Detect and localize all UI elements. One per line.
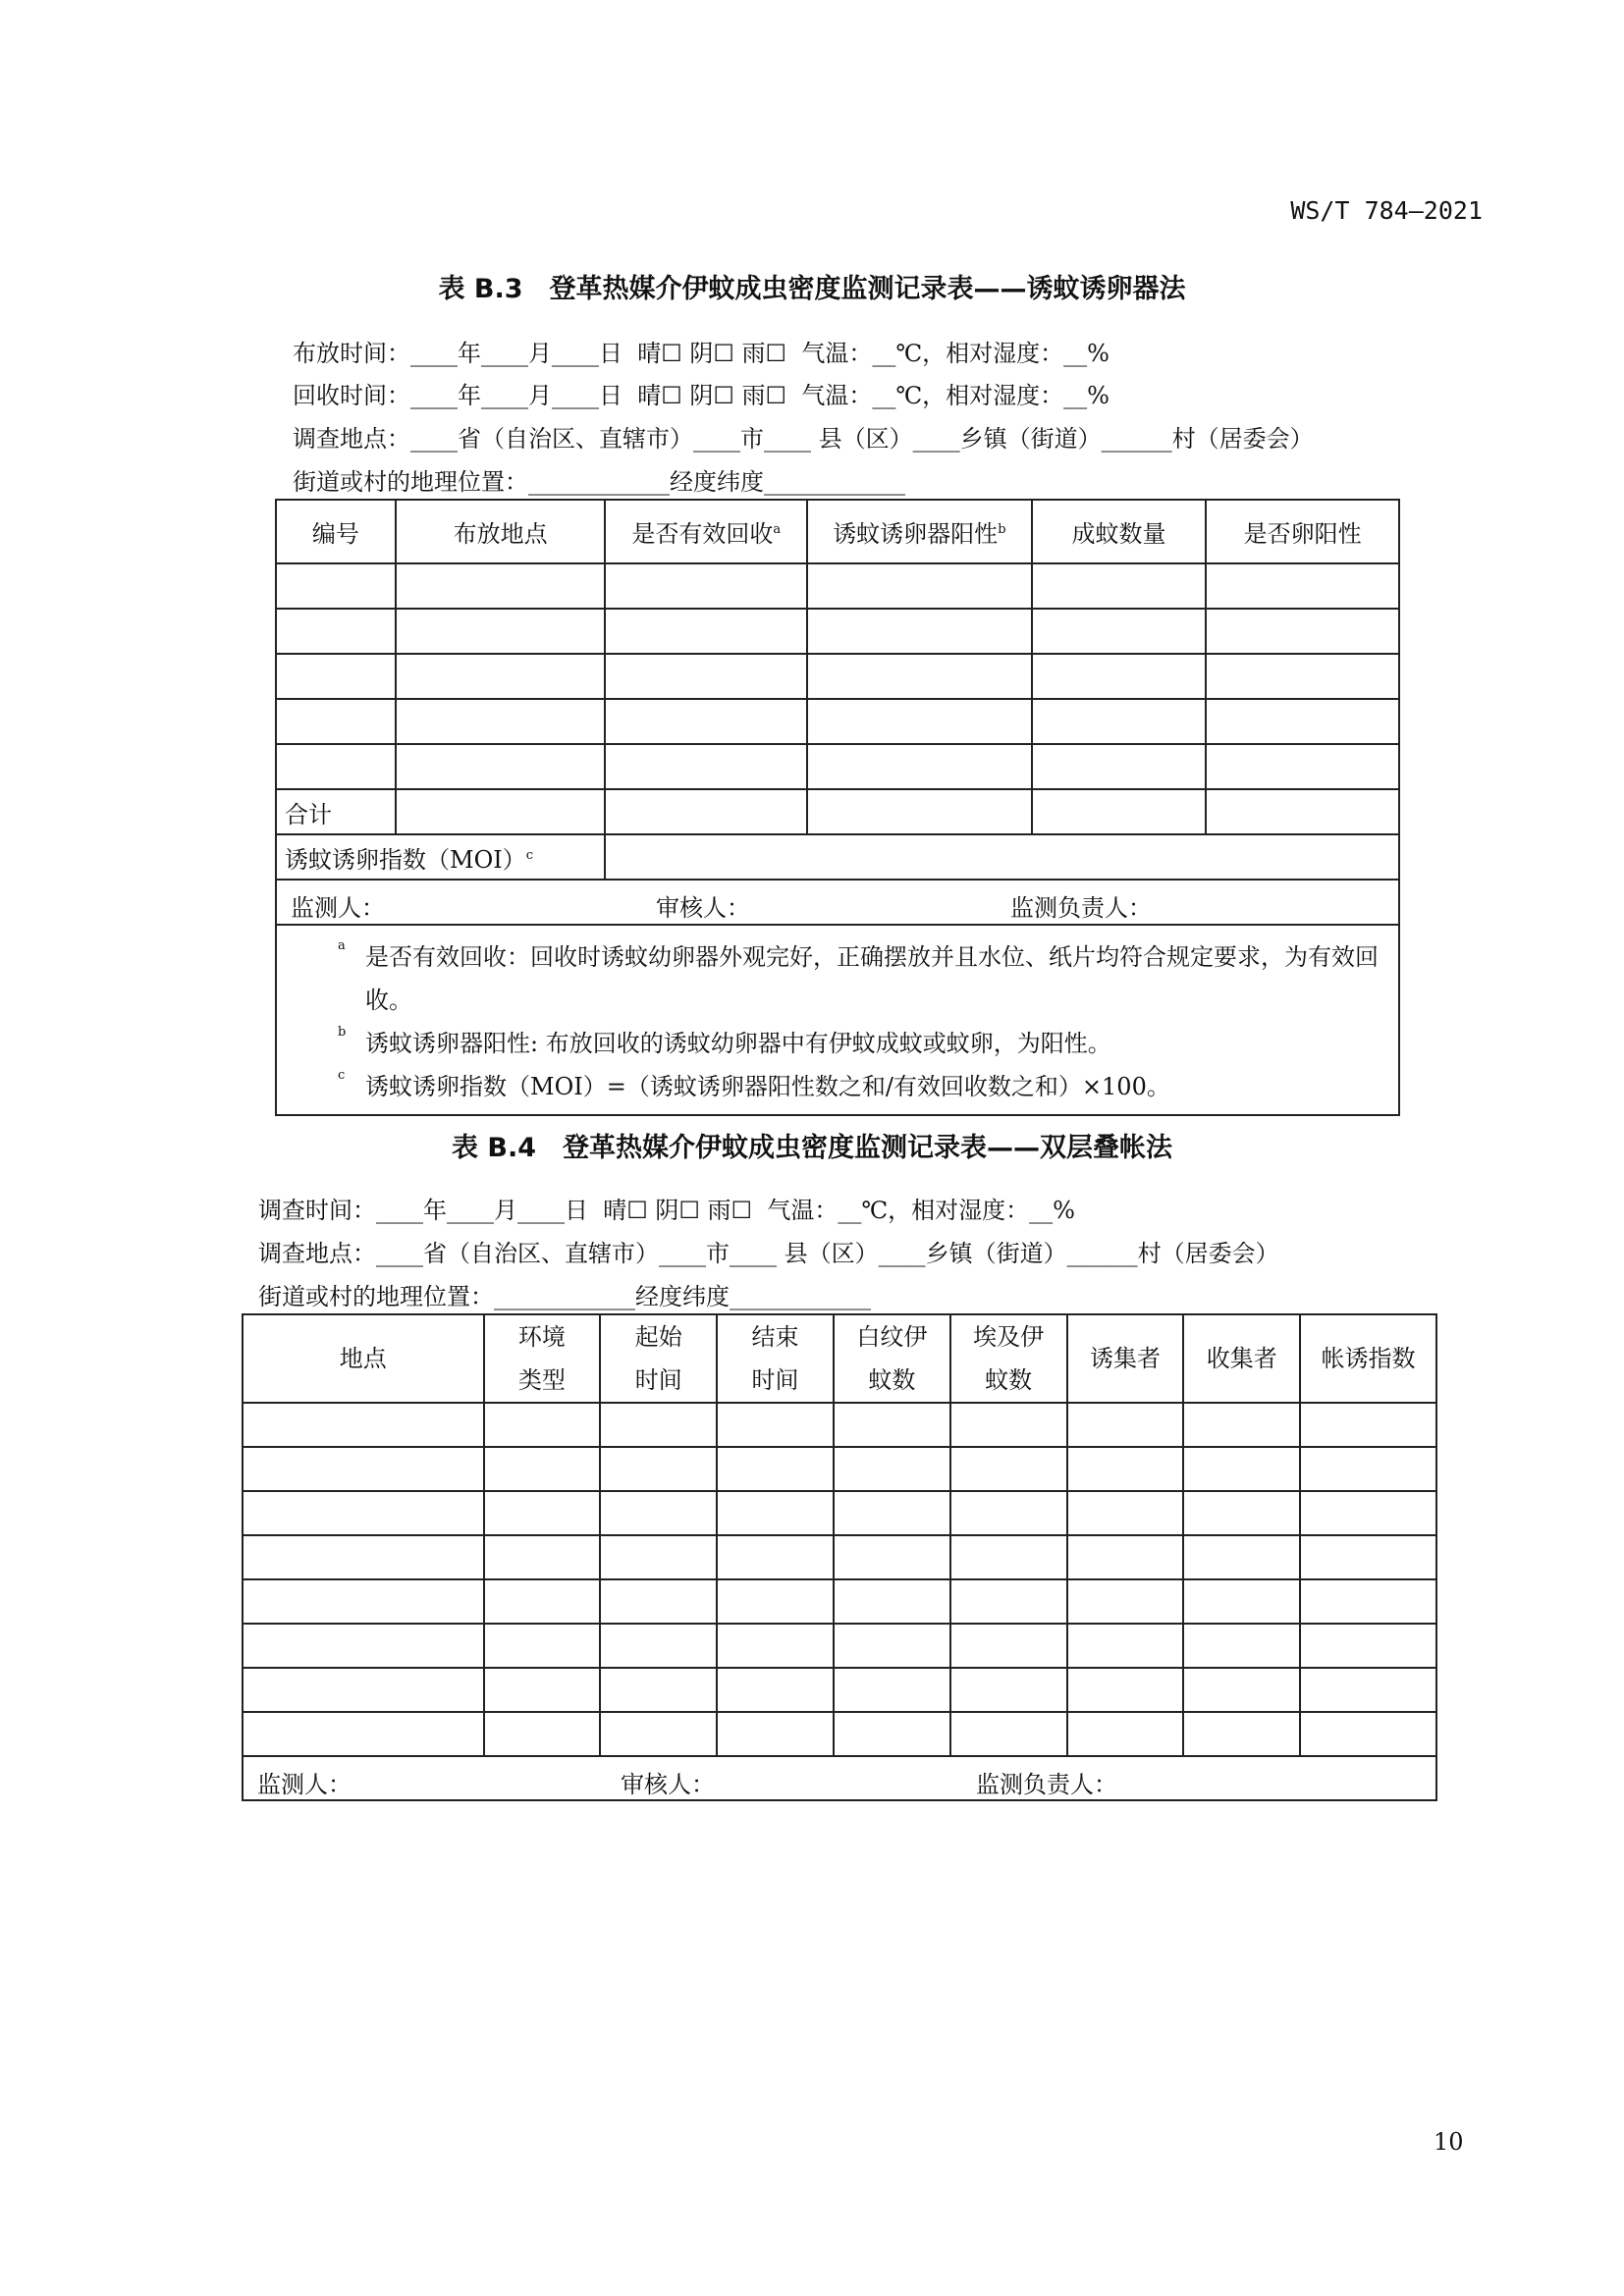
table-row (276, 609, 1399, 654)
table-cell[interactable] (600, 1579, 717, 1624)
col-header-adult-count: 成蚊数量 (1032, 500, 1207, 563)
table-cell[interactable] (834, 1403, 950, 1447)
table-row (243, 1403, 1436, 1447)
table-cell[interactable] (807, 789, 1032, 834)
table-b4-title: 表 B.4 登革热媒介伊蚊成虫密度监测记录表——双层叠帐法 (451, 1133, 1173, 1163)
col-header-aegypti-count: 埃及伊 蚊数 (950, 1314, 1067, 1403)
table-cell[interactable] (1300, 1668, 1436, 1712)
table-b4 (242, 1313, 1437, 1801)
table-cell[interactable] (1032, 563, 1207, 609)
table-cell[interactable] (834, 1579, 950, 1624)
col-header-egg-positive: 是否卵阳性 (1206, 500, 1399, 563)
table-cell[interactable] (243, 1579, 484, 1624)
b3-recovery-time: 回收时间：____年____月____日 晴☐ 阴☐ 雨☐ 气温：__℃，相对湿度：__% (293, 382, 1110, 409)
table-cell[interactable] (1183, 1535, 1300, 1579)
reviewer-signer: 审核人： (656, 894, 750, 922)
table-cell[interactable] (605, 609, 807, 654)
table-cell[interactable] (1183, 1447, 1300, 1491)
table-cell[interactable] (834, 1535, 950, 1579)
table-cell[interactable] (717, 1579, 834, 1624)
table-cell[interactable] (1300, 1491, 1436, 1535)
table-cell[interactable] (605, 744, 807, 789)
table-cell[interactable] (1183, 1579, 1300, 1624)
table-cell[interactable] (276, 744, 396, 789)
table-cell[interactable] (484, 1491, 601, 1535)
table-cell[interactable] (484, 1712, 601, 1756)
standard-number: WS/T 784—2021 (1290, 196, 1483, 225)
b4-survey-time: 调查时间：____年____月____日 晴☐ 阴☐ 雨☐ 气温：__℃，相对湿度：__% (258, 1197, 1075, 1224)
col-header-environment-type: 环境 类型 (484, 1314, 601, 1403)
col-header-start-time: 起始 时间 (600, 1314, 717, 1403)
table-cell[interactable] (717, 1668, 834, 1712)
table-cell[interactable] (484, 1447, 601, 1491)
table-cell[interactable] (834, 1712, 950, 1756)
col-header-attractor: 诱集者 (1067, 1314, 1184, 1403)
col-header-albopictus-count: 白纹伊 蚊数 (834, 1314, 950, 1403)
moi-label: 诱蚊诱卵指数（MOI）$^c$ (276, 834, 605, 880)
moi-value-cell[interactable] (605, 834, 1399, 880)
table-cell[interactable] (605, 789, 807, 834)
table-cell[interactable] (1067, 1712, 1184, 1756)
table-cell[interactable] (1300, 1712, 1436, 1756)
table-row (243, 1447, 1436, 1491)
table-cell[interactable] (950, 1668, 1067, 1712)
table-row (276, 563, 1399, 609)
table-cell[interactable] (605, 654, 807, 699)
table-cell[interactable] (1067, 1535, 1184, 1579)
table-cell[interactable] (717, 1491, 834, 1535)
col-header-placement: 布放地点 (396, 500, 606, 563)
table-header-row (243, 1314, 1436, 1403)
table-row (243, 1491, 1436, 1535)
table-cell[interactable] (807, 563, 1032, 609)
total-row (276, 789, 1399, 834)
page-number: 10 (1434, 2128, 1464, 2156)
table-cell[interactable] (950, 1535, 1067, 1579)
table-cell[interactable] (1206, 609, 1399, 654)
b3-survey-location: 调查地点：____省（自治区、直辖市）____市____ 县（区）____乡镇（街道）______村（居委会） (293, 425, 1314, 453)
table-cell[interactable] (1206, 744, 1399, 789)
table-row (243, 1535, 1436, 1579)
table-cell[interactable] (1067, 1624, 1184, 1668)
table-header-row (276, 500, 1399, 563)
table-cell[interactable] (1032, 654, 1207, 699)
table-cell[interactable] (834, 1491, 950, 1535)
table-cell[interactable] (396, 654, 606, 699)
table-cell[interactable] (484, 1403, 601, 1447)
note-a: a 是否有效回收：回收时诱蚊幼卵器外观完好，正确摆放并且水位、纸片均符合规定要求，为有效回收。 (338, 938, 1379, 1014)
col-header-net-index: 帐诱指数 (1300, 1314, 1436, 1403)
table-cell[interactable] (834, 1668, 950, 1712)
table-cell[interactable] (396, 789, 606, 834)
col-header-trap-positive: 诱蚊诱卵器阳性$^b$ (807, 500, 1032, 563)
table-row (243, 1712, 1436, 1756)
table-cell[interactable] (1183, 1668, 1300, 1712)
b4-geo-position: 街道或村的地理位置：____________经度纬度____________ (258, 1283, 871, 1310)
table-cell[interactable] (484, 1579, 601, 1624)
table-row (276, 699, 1399, 744)
table-cell[interactable] (717, 1624, 834, 1668)
table-cell[interactable] (396, 563, 606, 609)
b3-placement-time: 布放时间：____年____月____日 晴☐ 阴☐ 雨☐ 气温：__℃，相对湿度：__% (293, 340, 1110, 367)
table-cell[interactable] (484, 1668, 601, 1712)
table-cell[interactable] (1032, 609, 1207, 654)
table-cell[interactable] (717, 1535, 834, 1579)
table-cell[interactable] (1300, 1624, 1436, 1668)
table-b3 (275, 499, 1400, 1116)
table-b3-title: 表 B.3 登革热媒介伊蚊成虫密度监测记录表——诱蚊诱卵器法 (438, 274, 1186, 304)
table-cell[interactable] (1300, 1403, 1436, 1447)
table-cell[interactable] (834, 1624, 950, 1668)
notes-row (276, 925, 1399, 1115)
table-cell[interactable] (276, 699, 396, 744)
monitor-signer: 监测人： (291, 894, 385, 922)
table-cell[interactable] (243, 1491, 484, 1535)
table-cell[interactable] (276, 654, 396, 699)
table-cell[interactable] (243, 1403, 484, 1447)
table-cell[interactable] (1183, 1491, 1300, 1535)
b4-survey-location: 调查地点：____省（自治区、直辖市）____市____ 县（区）____乡镇（街道）______村（居委会） (258, 1240, 1279, 1267)
table-cell[interactable] (807, 699, 1032, 744)
table-cell[interactable] (600, 1624, 717, 1668)
table-cell[interactable] (1300, 1579, 1436, 1624)
table-cell[interactable] (717, 1712, 834, 1756)
table-row (276, 744, 1399, 789)
table-cell[interactable] (1206, 654, 1399, 699)
table-cell[interactable] (950, 1712, 1067, 1756)
table-cell[interactable] (1032, 744, 1207, 789)
col-header-collector: 收集者 (1183, 1314, 1300, 1403)
table-cell[interactable] (1067, 1403, 1184, 1447)
table-row (276, 654, 1399, 699)
table-cell[interactable] (950, 1624, 1067, 1668)
table-cell[interactable] (950, 1579, 1067, 1624)
table-cell[interactable] (396, 609, 606, 654)
table-cell[interactable] (600, 1668, 717, 1712)
table-cell[interactable] (1206, 563, 1399, 609)
table-cell[interactable] (1300, 1447, 1436, 1491)
table-row (243, 1624, 1436, 1668)
table-cell[interactable] (807, 744, 1032, 789)
table-cell[interactable] (243, 1535, 484, 1579)
table-row (243, 1668, 1436, 1712)
b3-geo-position: 街道或村的地理位置：____________经度纬度____________ (293, 468, 905, 496)
table-cell[interactable] (484, 1624, 601, 1668)
table-cell[interactable] (1183, 1624, 1300, 1668)
table-cell[interactable] (807, 654, 1032, 699)
col-header-end-time: 结束 时间 (717, 1314, 834, 1403)
table-row (243, 1579, 1436, 1624)
table-cell[interactable] (276, 563, 396, 609)
table-cell[interactable] (1206, 789, 1399, 834)
total-label: 合计 (276, 789, 396, 834)
table-cell[interactable] (1300, 1535, 1436, 1579)
table-cell[interactable] (950, 1491, 1067, 1535)
signers-row (243, 1756, 1436, 1800)
table-cell[interactable] (243, 1447, 484, 1491)
signers-row (276, 880, 1399, 925)
table-cell[interactable] (243, 1712, 484, 1756)
table-cell[interactable] (1067, 1579, 1184, 1624)
table-cell[interactable] (396, 699, 606, 744)
table-cell[interactable] (600, 1491, 717, 1535)
table-notes (276, 925, 1399, 1115)
table-cell[interactable] (484, 1535, 601, 1579)
table-cell[interactable] (396, 744, 606, 789)
table-cell[interactable] (717, 1447, 834, 1491)
table-cell[interactable] (600, 1535, 717, 1579)
table-cell[interactable] (950, 1447, 1067, 1491)
supervisor-signer: 监测负责人： (976, 1771, 1117, 1798)
table-cell[interactable] (600, 1712, 717, 1756)
table-cell[interactable] (1032, 699, 1207, 744)
moi-row (276, 834, 1399, 880)
table-cell[interactable] (1032, 789, 1207, 834)
table-cell[interactable] (600, 1447, 717, 1491)
note-c: c 诱蚊诱卵指数（MOI）=（诱蚊诱卵器阳性数之和/有效回收数之和）×100。 (338, 1068, 1170, 1100)
table-cell[interactable] (1206, 699, 1399, 744)
col-header-id: 编号 (276, 500, 396, 563)
table-cell[interactable] (1183, 1712, 1300, 1756)
table-cell[interactable] (276, 609, 396, 654)
table-cell[interactable] (1067, 1447, 1184, 1491)
reviewer-signer: 审核人： (621, 1771, 715, 1798)
supervisor-signer: 监测负责人： (1010, 894, 1152, 922)
table-cell[interactable] (243, 1668, 484, 1712)
table-cell[interactable] (1067, 1491, 1184, 1535)
col-header-location: 地点 (243, 1314, 484, 1403)
table-cell[interactable] (834, 1447, 950, 1491)
col-header-valid-recovery: 是否有效回收$^a$ (605, 500, 807, 563)
table-cell[interactable] (605, 699, 807, 744)
table-cell[interactable] (600, 1403, 717, 1447)
table-cell[interactable] (1067, 1668, 1184, 1712)
table-cell[interactable] (807, 609, 1032, 654)
table-cell[interactable] (1183, 1403, 1300, 1447)
table-cell[interactable] (717, 1403, 834, 1447)
table-cell[interactable] (243, 1624, 484, 1668)
table-cell[interactable] (950, 1403, 1067, 1447)
note-b: b 诱蚊诱卵器阳性: 布放回收的诱蚊幼卵器中有伊蚊成蚊或蚊卵，为阳性。 (338, 1025, 1111, 1057)
table-cell[interactable] (605, 563, 807, 609)
monitor-signer: 监测人： (257, 1771, 352, 1798)
